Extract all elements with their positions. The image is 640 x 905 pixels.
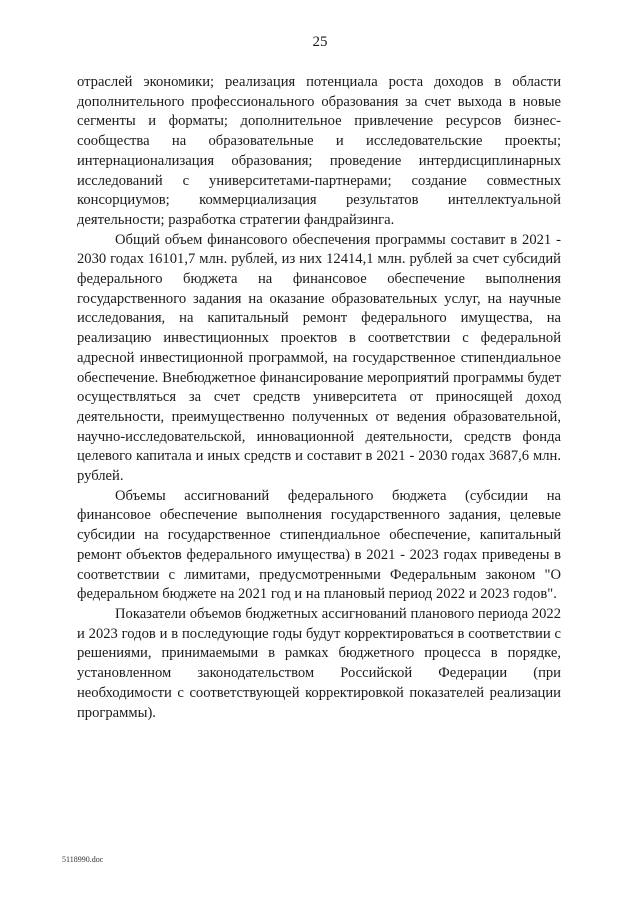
paragraph-adjustment: Показатели объемов бюджетных ассигнований планового периода 2022 и 2023 годов и в последующие годы будут корректироваться в соответствии с решениями, принимаемыми в рамках бюджетного процесса в порядке, установленном законодательством Российской Федерации (при необходимости с соответствующей корректировкой показателей реализации программы). <box>77 605 561 721</box>
document-body <box>77 73 561 723</box>
footer-file-name: 5118990.doc <box>62 855 104 864</box>
paragraph-continuation: отраслей экономики; реализация потенциала роста доходов в области дополнительного профессионального образования за счет выхода в новые сегменты и форматы; дополнительное привлечение ресурсов бизнес-сообщества на образовательные и исследовательские проекты; интернационализация образования; проведение интердисциплинарных исследований с университетами-партнерами; создание совместных консорциумов; коммерциализация результатов интеллектуальной деятельности; разработка стратегии фандрайзинга. <box>77 74 561 228</box>
paragraph-financing-total: Общий объем финансового обеспечения программы составит в 2021 - 2030 годах 16101,7 млн. рублей, из них 12414,1 млн. рублей за счет субсидий федерального бюджета на финансовое обеспечение выполнения государственного задания на оказание образовательных услуг, на научные исследования, на капитальный ремонт федерального имущества, на реализацию инвестиционных проектов в соответствии с федеральной адресной инвестиционной программой, на государственное стипендиальное обеспечение. Внебюджетное финансирование мероприятий программы будет осуществляться за счет средств университета от приносящей доход деятельности, преимущественно полученных от ведения образовательной, научно-исследовательской, инновационной деятельности, средств фонда целевого капитала и иных средств и составит в 2021 - 2030 годах 3687,6 млн. рублей. <box>77 231 561 485</box>
page-number: 25 <box>312 34 328 50</box>
paragraph-budget-allocations: Объемы ассигнований федерального бюджета (субсидии на финансовое обеспечение выполнения государственного задания, целевые субсидии на государственное стипендиальное обеспечение, капитальный ремонт объектов федерального имущества) в 2021 - 2023 годах приведены в соответствии с лимитами, предусмотренными Федеральным законом "О федеральном бюджете на 2021 год и на плановый период 2022 и 2023 годов". <box>77 487 561 603</box>
